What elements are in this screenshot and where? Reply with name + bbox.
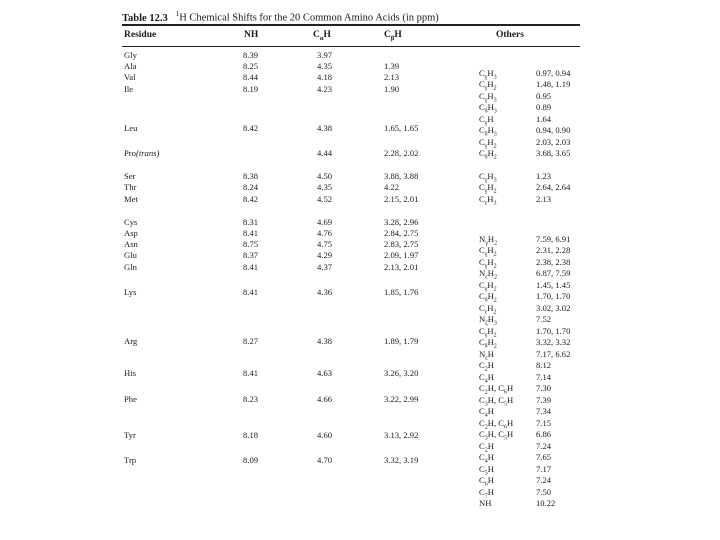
cb-shift: 1.39 xyxy=(384,61,400,71)
ca-shift: 4.70 xyxy=(317,455,333,465)
cb-shift: 2.15, 2.01 xyxy=(384,194,419,204)
table-number: Table 12.3 xyxy=(122,12,168,24)
ca-shift: 4.75 xyxy=(317,239,333,249)
side-chain-group: $C_\gamma H$ xyxy=(479,114,494,127)
side-chain-shift: 1.64 xyxy=(536,114,552,124)
residue-name: Pro(trans) xyxy=(124,148,160,158)
cb-shift: 2.84, 2.75 xyxy=(384,228,419,238)
side-chain-shift: 2.31, 2.28 xyxy=(536,245,571,255)
side-chain-group: $C_2H$ xyxy=(479,360,494,373)
nh-shift: 8.23 xyxy=(243,394,259,404)
nh-shift: 8.19 xyxy=(243,84,259,94)
side-chain-group: $C_\gamma H_2$ xyxy=(479,326,497,339)
cb-shift: 3.22, 2.99 xyxy=(384,394,419,404)
title-text: H Chemical Shifts for the 20 Common Amino Acids (in ppm) xyxy=(179,12,439,24)
side-chain-shift: 1.70, 1.70 xyxy=(536,291,571,301)
table-title xyxy=(122,10,439,24)
side-chain-group: $C_3H$, $C_5H$ xyxy=(479,429,514,442)
ca-shift: 4.37 xyxy=(317,262,333,272)
side-chain-shift: 7.14 xyxy=(536,372,552,382)
cb-shift: 3.26, 3.20 xyxy=(384,368,419,378)
residue-name: Ile xyxy=(124,84,134,94)
ca-shift: 4.52 xyxy=(317,194,333,204)
header-others: Others xyxy=(496,30,524,40)
side-chain-shift: 1.23 xyxy=(536,171,552,181)
side-chain-group: $C_\gamma H_3$ xyxy=(479,171,497,184)
residue-name: Tyr xyxy=(124,430,136,440)
nh-shift: 8.41 xyxy=(243,368,259,378)
cb-shift: 1.89, 1.79 xyxy=(384,336,419,346)
cb-shift: 3.32, 3.19 xyxy=(384,455,419,465)
ca-shift: 4.35 xyxy=(317,61,333,71)
residue-name: Asn xyxy=(124,239,138,249)
cb-shift: 4.22 xyxy=(384,182,400,192)
residue-name: Lys xyxy=(124,287,137,297)
side-chain-group: $N_\zeta H_3$ xyxy=(479,314,497,327)
side-chain-shift: 6.87, 7.59 xyxy=(536,268,571,278)
residue-name: Trp xyxy=(124,455,137,465)
nh-shift: 8.44 xyxy=(243,72,259,82)
nh-shift: 8.42 xyxy=(243,123,259,133)
side-chain-shift: 3.32, 3.32 xyxy=(536,337,571,347)
side-chain-group: $C_\delta H_2$ xyxy=(479,291,497,304)
nh-shift: 8.18 xyxy=(243,430,259,440)
nh-shift: 8.24 xyxy=(243,182,259,192)
header-rule xyxy=(122,46,580,47)
ca-shift: 4.50 xyxy=(317,171,333,181)
residue-name: Phe xyxy=(124,394,137,404)
side-chain-group: $C_\gamma H_2$ xyxy=(479,182,497,195)
side-chain-shift: 2.03, 2.03 xyxy=(536,137,571,147)
cb-shift: 3.88, 3.88 xyxy=(384,171,419,181)
side-chain-shift: 0.97, 0.94 xyxy=(536,68,571,78)
nh-shift: 8.41 xyxy=(243,228,259,238)
side-chain-shift: 2.64, 2.64 xyxy=(536,182,571,192)
cb-shift: 3.13, 2.92 xyxy=(384,430,419,440)
residue-name: Gly xyxy=(124,50,137,60)
side-chain-shift: 3.68, 3.65 xyxy=(536,148,571,158)
side-chain-shift: 7.50 xyxy=(536,487,552,497)
nh-shift: 8.38 xyxy=(243,171,259,181)
residue-name: Arg xyxy=(124,336,138,346)
side-chain-shift: 7.65 xyxy=(536,452,552,462)
side-chain-group: NH xyxy=(479,498,492,508)
title-superscript: 1 xyxy=(175,10,180,18)
cb-shift: 1.85, 1.76 xyxy=(384,287,419,297)
side-chain-shift: 7.52 xyxy=(536,314,552,324)
side-chain-group: $C_5H$ xyxy=(479,464,494,477)
side-chain-shift: 6.86 xyxy=(536,429,552,439)
side-chain-group: $C_\gamma H_2$ xyxy=(479,79,497,92)
ca-shift: 4.60 xyxy=(317,430,333,440)
side-chain-group: $C_\gamma H_2$ xyxy=(479,245,497,258)
nh-shift: 8.39 xyxy=(243,50,259,60)
cb-shift: 2.83, 2.75 xyxy=(384,239,419,249)
nh-shift: 8.27 xyxy=(243,336,259,346)
side-chain-shift: 7.30 xyxy=(536,383,552,393)
cb-shift: 2.13 xyxy=(384,72,400,82)
side-chain-group: $C_2H$ xyxy=(479,441,494,454)
cb-shift: 2.13, 2.01 xyxy=(384,262,419,272)
side-chain-group: $C_2H$, $C_6H$ xyxy=(479,418,514,431)
side-chain-group: $C_\gamma H_3$ xyxy=(479,68,497,81)
side-chain-group: $C_\varepsilon H_3$ xyxy=(479,194,497,207)
side-chain-group: $N_\gamma H_2$ xyxy=(479,234,498,247)
side-chain-shift: 1.70, 1.70 xyxy=(536,326,571,336)
side-chain-group: $C_4H$ xyxy=(479,452,494,465)
ca-shift: 4.63 xyxy=(317,368,333,378)
residue-name: Ser xyxy=(124,171,136,181)
side-chain-shift: 7.15 xyxy=(536,418,552,428)
side-chain-group: $C_\gamma H_2$ xyxy=(479,257,497,270)
ca-shift: 4.38 xyxy=(317,123,333,133)
side-chain-group: $C_\gamma H_2$ xyxy=(479,137,497,150)
side-chain-group: $C_\delta H_2$ xyxy=(479,148,497,161)
ca-shift: 4.38 xyxy=(317,336,333,346)
side-chain-shift: 7.59, 6.91 xyxy=(536,234,571,244)
cb-shift: 2.09, 1.97 xyxy=(384,250,419,260)
side-chain-group: $C_3H$, $C_5H$ xyxy=(479,395,514,408)
nh-shift: 8.37 xyxy=(243,250,259,260)
side-chain-shift: 7.34 xyxy=(536,406,552,416)
nh-shift: 8.75 xyxy=(243,239,259,249)
cb-shift: 1.65, 1.65 xyxy=(384,123,419,133)
side-chain-shift: 7.24 xyxy=(536,441,552,451)
header-cb-h: $C_\beta H$ xyxy=(384,30,402,42)
ca-shift: 4.36 xyxy=(317,287,333,297)
nh-shift: 8.25 xyxy=(243,61,259,71)
side-chain-group: $C_6H$ xyxy=(479,475,494,488)
side-chain-group: $C_\varepsilon H_2$ xyxy=(479,303,497,316)
header-residue: Residue xyxy=(124,30,157,40)
top-rule xyxy=(122,24,580,26)
ca-shift: 4.76 xyxy=(317,228,333,238)
residue-name: Cys xyxy=(124,217,138,227)
residue-name: Thr xyxy=(124,182,137,192)
ca-shift: 4.69 xyxy=(317,217,333,227)
side-chain-shift: 3.02, 3.02 xyxy=(536,303,571,313)
side-chain-group: $C_7H$ xyxy=(479,487,494,500)
side-chain-shift: 0.95 xyxy=(536,91,552,101)
side-chain-shift: 7.39 xyxy=(536,395,552,405)
side-chain-group: $C_4H$ xyxy=(479,406,494,419)
ca-shift: 3.97 xyxy=(317,50,333,60)
residue-name: Glu xyxy=(124,250,137,260)
nh-shift: 8.41 xyxy=(243,287,259,297)
side-chain-group: $C_\gamma H_2$ xyxy=(479,280,497,293)
residue-name: Leu xyxy=(124,123,138,133)
side-chain-group: $C_\delta H_3$ xyxy=(479,125,497,138)
ca-shift: 4.29 xyxy=(317,250,333,260)
residue-name: Ala xyxy=(124,61,137,71)
side-chain-group: $C_4H$ xyxy=(479,372,494,385)
side-chain-shift: 7.24 xyxy=(536,475,552,485)
cb-shift: 2.28, 2.02 xyxy=(384,148,419,158)
side-chain-shift: 8.12 xyxy=(536,360,552,370)
side-chain-group: $C_2H$, $C_6H$ xyxy=(479,383,514,396)
cb-shift: 1.90 xyxy=(384,84,400,94)
residue-name: His xyxy=(124,368,136,378)
side-chain-group: $C_\delta H_2$ xyxy=(479,337,497,350)
residue-name: Met xyxy=(124,194,138,204)
side-chain-shift: 0.94, 0.90 xyxy=(536,125,571,135)
side-chain-group: $N_\varepsilon H$ xyxy=(479,349,494,362)
nh-shift: 8.31 xyxy=(243,217,259,227)
side-chain-shift: 2.38, 2.38 xyxy=(536,257,571,267)
side-chain-shift: 10.22 xyxy=(536,498,556,508)
residue-name: Val xyxy=(124,72,136,82)
side-chain-shift: 7.17, 6.62 xyxy=(536,349,571,359)
nh-shift: 8.09 xyxy=(243,455,259,465)
side-chain-shift: 1.45, 1.45 xyxy=(536,280,571,290)
ca-shift: 4.23 xyxy=(317,84,333,94)
nh-shift: 8.42 xyxy=(243,194,259,204)
side-chain-group: $N_\varepsilon H_2$ xyxy=(479,268,497,281)
header-nh: NH xyxy=(244,30,259,40)
side-chain-group: $C_\delta H_3$ xyxy=(479,102,497,115)
ca-shift: 4.66 xyxy=(317,394,333,404)
residue-name: Asp xyxy=(124,228,138,238)
ca-shift: 4.44 xyxy=(317,148,333,158)
cb-shift: 3.28, 2.96 xyxy=(384,217,419,227)
side-chain-shift: 7.17 xyxy=(536,464,552,474)
side-chain-shift: 0.89 xyxy=(536,102,552,112)
side-chain-shift: 1.48, 1.19 xyxy=(536,79,571,89)
side-chain-group: $C_\gamma H_3$ xyxy=(479,91,497,104)
ca-shift: 4.35 xyxy=(317,182,333,192)
header-ca-h: $C_\alpha H$ xyxy=(313,30,331,42)
residue-name: Gln xyxy=(124,262,137,272)
nh-shift: 8.41 xyxy=(243,262,259,272)
ca-shift: 4.18 xyxy=(317,72,333,82)
side-chain-shift: 2.13 xyxy=(536,194,552,204)
